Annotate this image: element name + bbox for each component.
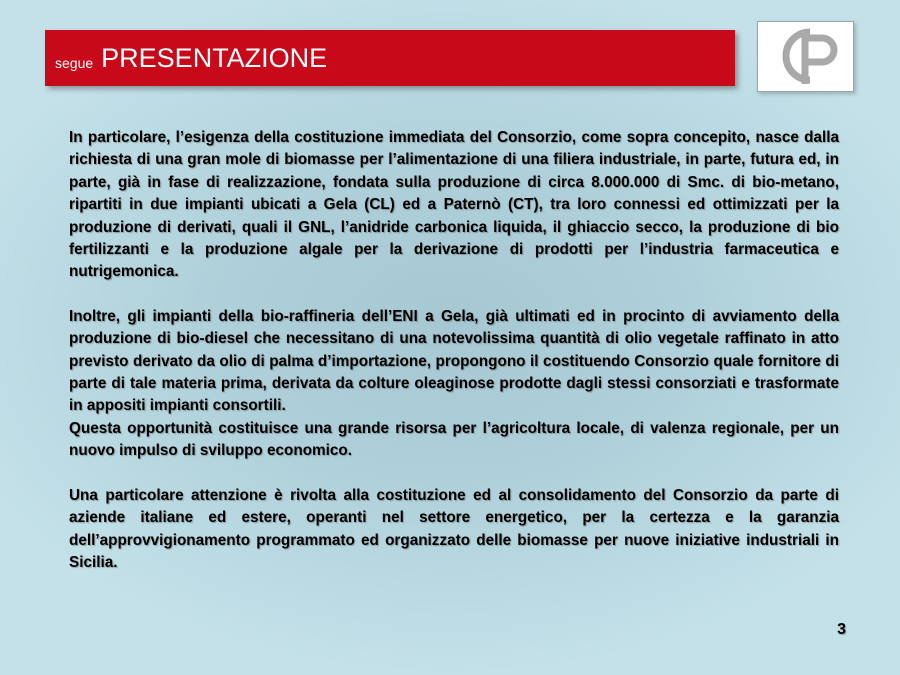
paragraph-consorzio: In particolare, l’esigenza della costituzione immediata del Consorzio, come sopra concepito, nasce dalla richiesta di una gran mole di biomasse per l’alimentazione di una filiera industriale, in parte, futura ed, in parte, già in fase di realizzazione, fondata sulla produzione di circa 8.000.000 di Smc. di bio-metano, ripartiti in due impianti ubicati a Gela (CL) ed a Paternò (CT), tra loro connessi ed ottimizzati per la produzione di derivati, quali il GNL, l’anidride carbonica liquida, il ghiaccio secco, la produzione di bio fertilizzanti e la produzione algale per la derivazione di prodotti per l’industria farmaceutica e nutrigemonica. <box>69 129 839 281</box>
cp-monogram-logo <box>757 21 854 92</box>
paragraph-opportunita: Questa opportunità costituisce una grande risorsa per l’agricoltura locale, di valenza regionale, per un nuovo impulso di sviluppo economico. <box>69 419 839 460</box>
paragraph-attenzione: Una particolare attenzione è rivolta alla costituzione ed al consolidamento del Consorzio da parte di aziende italiane ed estere, operanti nel settore energetico, per la certezza e la garanzia dell’approvvigionamento programmato ed organizzato delle biomasse per nuove iniziative industriali in Sicilia. <box>69 486 839 571</box>
slide-title-bar <box>45 30 735 86</box>
paragraph-bio-raffineria: Inoltre, gli impianti della bio-raffineria dell’ENI a Gela, già ultimati ed in procinto di avviamento della produzione di bio-diesel che necessitano di una notevolissima quantità di olio vegetale raffinato in atto previsto derivato da olio di palma d’importazione, propongono il costituendo Consorzio quale fornitore di parte di tale materia prima, derivata da colture oleaginose prodotte dagli stessi consorziati e trasformate in appositi impianti consortili. <box>69 307 839 415</box>
slide-body <box>69 127 839 574</box>
slide-title: PRESENTAZIONE <box>101 42 328 73</box>
title-prefix: segue <box>55 55 94 71</box>
page-number: 3 <box>837 621 846 638</box>
cp-logo-icon <box>758 22 853 91</box>
